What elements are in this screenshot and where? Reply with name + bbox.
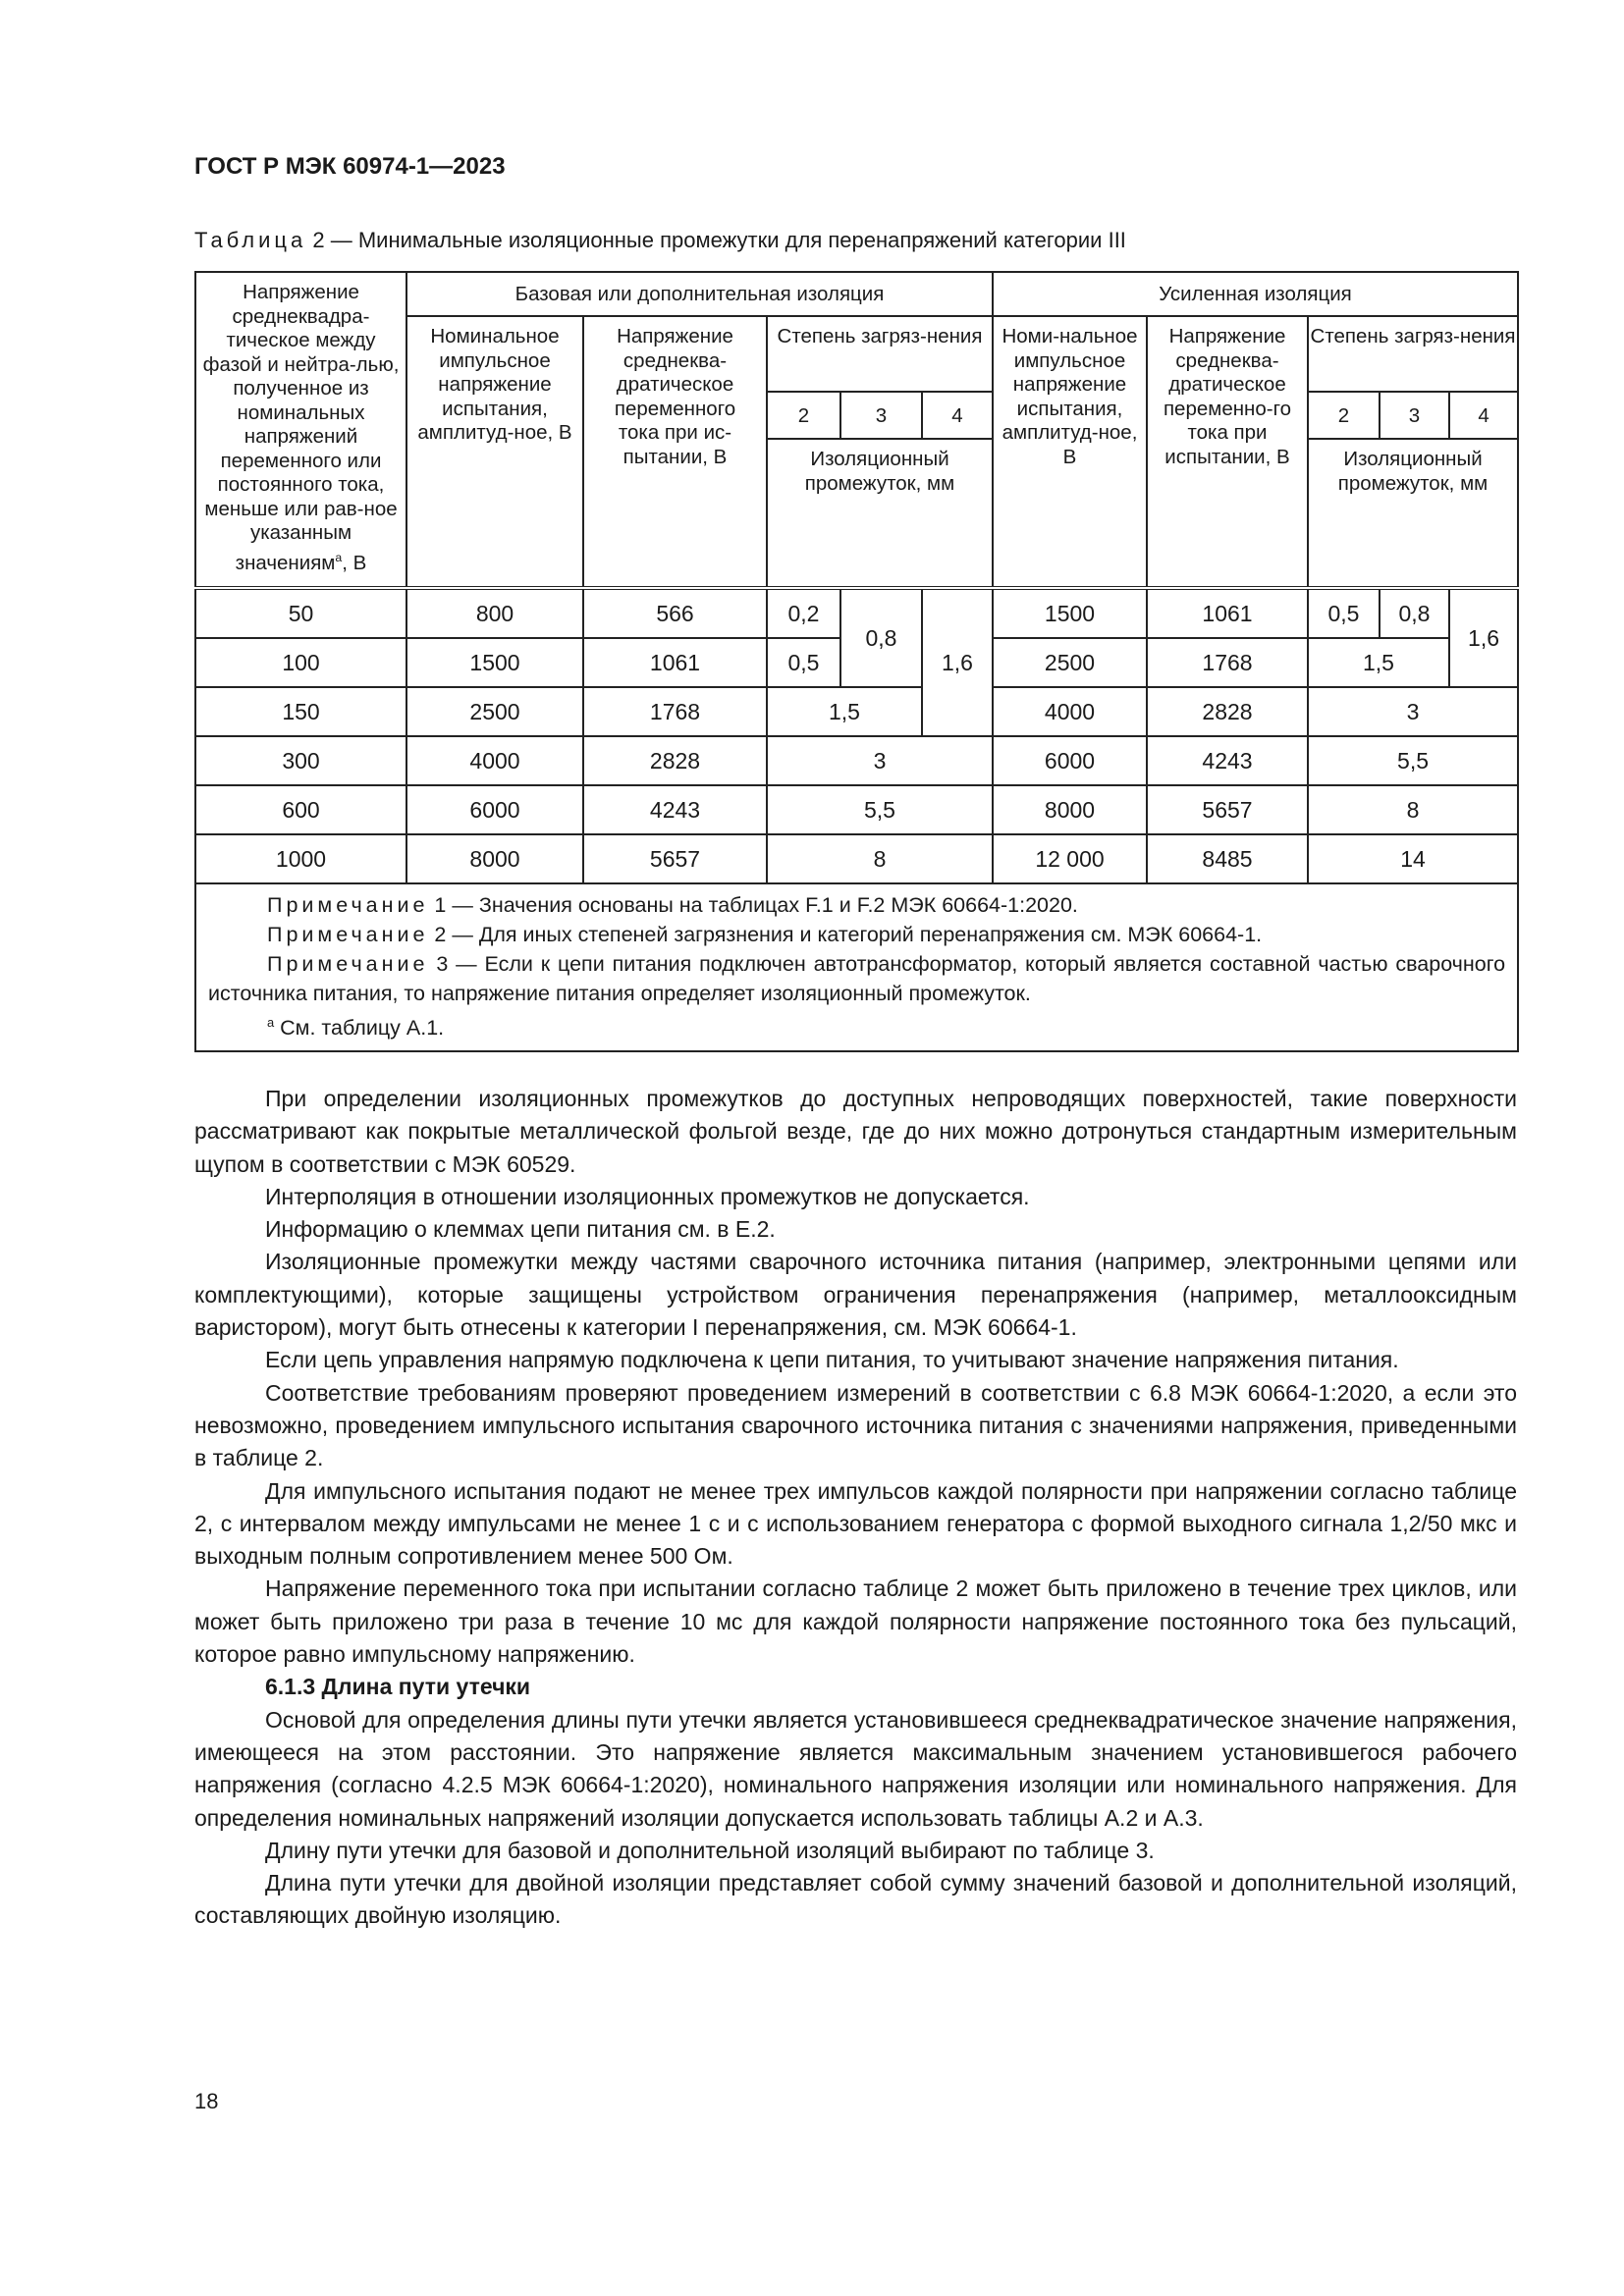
- cell: 300: [195, 736, 406, 785]
- cell: 3: [767, 736, 993, 785]
- cell: 1,5: [1308, 638, 1449, 687]
- cell: 5657: [583, 834, 767, 883]
- note-3: Примечание 3 — Если к цепи питания подключен автотрансформатор, который является составной частью сварочного источника питания, то напряжение питания определяет изоляционный промежуток.: [208, 952, 1506, 1005]
- reinf-degree-3: 3: [1380, 392, 1449, 439]
- cell: 8000: [993, 785, 1147, 834]
- basic-degree-2: 2: [767, 392, 840, 439]
- cell: 8: [767, 834, 993, 883]
- cell: 2828: [1147, 687, 1308, 736]
- clearance-table: [194, 271, 1519, 1052]
- table-row: [195, 687, 1518, 736]
- cell: 1,6: [922, 588, 993, 736]
- cell: 2500: [406, 687, 583, 736]
- paragraph: При определении изоляционных промежутков до доступных непроводящих поверхностей, такие поверхности рассматривают как покрытые металлической фольгой везде, где до них можно дотронуться стандартным измерительным щупом в соответствии с МЭК 60529.: [194, 1086, 1517, 1177]
- cell: 1061: [1147, 588, 1308, 638]
- cell: 3: [1308, 687, 1518, 736]
- cell: 6000: [406, 785, 583, 834]
- cell: 1,5: [767, 687, 922, 736]
- footnote-a: $^а$ См. таблицу А.1.: [267, 1015, 445, 1041]
- cell: 0,5: [767, 638, 840, 687]
- paragraph: Для импульсного испытания подают не менее трех импульсов каждой полярности при напряжении согласно таблице 2, с интервалом между импульсами не менее 1 с и с использованием генератора с формой выходного сигнала 1,2/50 мкс и выходным полным сопротивлением менее 500 Ом.: [194, 1477, 1517, 1570]
- note-1: Примечание 1 — Значения основаны на таблицах F.1 и F.2 МЭК 60664-1:2020.: [267, 893, 1078, 917]
- paragraph: Длину пути утечки для базовой и дополнительной изоляций выбирают по таблице 3.: [265, 1837, 1155, 1863]
- paragraph: Соответствие требованиям проверяют проведением измерений в соответствии с 6.8 МЭК 60664-1:2020, а если это невозможно, проведением импульсного испытания сварочного источника питания с значениями напряжения, приведенными в таблице 2.: [194, 1379, 1517, 1471]
- section-heading: 6.1.3 Длина пути утечки: [265, 1674, 531, 1700]
- cell: 5,5: [767, 785, 993, 834]
- paragraph: Длина пути утечки для двойной изоляции представляет собой сумму значений базовой и дополнительной изоляций, составляющих двойную изоляцию.: [194, 1870, 1517, 1929]
- caption-prefix: Таблица: [194, 228, 307, 252]
- cell: 50: [195, 588, 406, 638]
- caption-text: 2 — Минимальные изоляционные промежутки для перенапряжений категории III: [306, 228, 1126, 252]
- cell: 800: [406, 588, 583, 638]
- reinf-clearance-unit: Изоляционный промежуток, мм: [1308, 439, 1518, 588]
- basic-degree-3: 3: [840, 392, 922, 439]
- paragraph: Основой для определения длины пути утечки является установившееся среднеквадратическое значение напряжения, имеющееся на этом расстоянии. Это напряжение является максимальным значением установившегося рабочего напряжения (согласно 4.2.5 МЭК 60664-1:2020), номинального напряжения изоляции или номинального напряжения. Для определения номинальных напряжений изоляции допускается использовать таблицы А.2 и А.3.: [194, 1706, 1517, 1831]
- cell: 1768: [1147, 638, 1308, 687]
- cell: 12 000: [993, 834, 1147, 883]
- cell: 0,2: [767, 588, 840, 638]
- note-2: Примечание 2 — Для иных степеней загрязнения и категорий перенапряжения см. МЭК 60664-1.: [267, 923, 1263, 946]
- header-voltage: Напряжение среднеквадра-тическое между фазой и нейтра-лью, полученное из номинальных напряжений переменного или постоянного тока, меньше или рав-ное указанным значениям$^а$, В: [195, 272, 406, 588]
- paragraph: Информацию о клеммах цепи питания см. в Е.2.: [265, 1216, 776, 1243]
- table-caption: [194, 228, 1126, 253]
- header-reinforced-rms: Напряжение среднеква-дратическое переменно-го тока при испытании, В: [1147, 316, 1308, 588]
- cell: 150: [195, 687, 406, 736]
- table-notes: [195, 883, 1518, 1051]
- cell: 1768: [583, 687, 767, 736]
- cell: 1,6: [1449, 588, 1518, 687]
- table-row: [195, 834, 1518, 883]
- cell: 8485: [1147, 834, 1308, 883]
- reinf-degree-4: 4: [1449, 392, 1518, 439]
- cell: 600: [195, 785, 406, 834]
- page-number: 18: [194, 2089, 219, 2113]
- cell: 2828: [583, 736, 767, 785]
- header-basic-pollution: Степень загряз-нения: [767, 316, 993, 392]
- reinf-degree-2: 2: [1308, 392, 1380, 439]
- cell: 1061: [583, 638, 767, 687]
- cell: 0,8: [1380, 588, 1449, 638]
- cell: 0,8: [840, 588, 922, 687]
- document-code: ГОСТ Р МЭК 60974-1—2023: [194, 153, 506, 180]
- cell: 4243: [1147, 736, 1308, 785]
- header-reinforced-pollution: Степень загряз-нения: [1308, 316, 1518, 392]
- paragraph: Если цепь управления напрямую подключена к цепи питания, то учитывают значение напряжения питания.: [265, 1347, 1399, 1373]
- cell: 1000: [195, 834, 406, 883]
- cell: 0,5: [1308, 588, 1380, 638]
- cell: 4000: [993, 687, 1147, 736]
- table-row: [195, 736, 1518, 785]
- header-reinforced-impulse: Номи-нальное импульсное напряжение испытания, амплитуд-ное, В: [993, 316, 1147, 588]
- basic-degree-4: 4: [922, 392, 993, 439]
- body-text: [194, 1083, 1517, 1933]
- cell: 100: [195, 638, 406, 687]
- paragraph: Напряжение переменного тока при испытании согласно таблице 2 может быть приложено в течение трех циклов, или может быть приложено три раза в течение 10 мс для каждой полярности напряжение постоянного тока без пульсаций, которое равно импульсному напряжению.: [194, 1575, 1517, 1668]
- cell: 2500: [993, 638, 1147, 687]
- cell: 8000: [406, 834, 583, 883]
- table-row: [195, 588, 1518, 638]
- header-basic-impulse: Номинальное импульсное напряжение испытания, амплитуд-ное, В: [406, 316, 583, 588]
- cell: 5657: [1147, 785, 1308, 834]
- basic-clearance-unit: Изоляционный промежуток, мм: [767, 439, 993, 588]
- header-basic-insulation: Базовая или дополнительная изоляция: [406, 272, 993, 316]
- cell: 6000: [993, 736, 1147, 785]
- cell: 566: [583, 588, 767, 638]
- cell: 4243: [583, 785, 767, 834]
- cell: 1500: [993, 588, 1147, 638]
- paragraph: Изоляционные промежутки между частями сварочного источника питания (например, электронными цепями или комплектующими), которые защищены устройством ограничения перенапряжения (например, металлооксидным варистором), могут быть отнесены к категории I перенапряжения, см. МЭК 60664-1.: [194, 1249, 1517, 1341]
- cell: 5,5: [1308, 736, 1518, 785]
- cell: 14: [1308, 834, 1518, 883]
- cell: 4000: [406, 736, 583, 785]
- paragraph: Интерполяция в отношении изоляционных промежутков не допускается.: [265, 1183, 1030, 1209]
- cell: 1500: [406, 638, 583, 687]
- header-basic-rms: Напряжение среднеква-дратическое переменного тока при ис-пытании, В: [583, 316, 767, 588]
- header-reinforced-insulation: Усиленная изоляция: [993, 272, 1518, 316]
- table-row: [195, 785, 1518, 834]
- cell: 8: [1308, 785, 1518, 834]
